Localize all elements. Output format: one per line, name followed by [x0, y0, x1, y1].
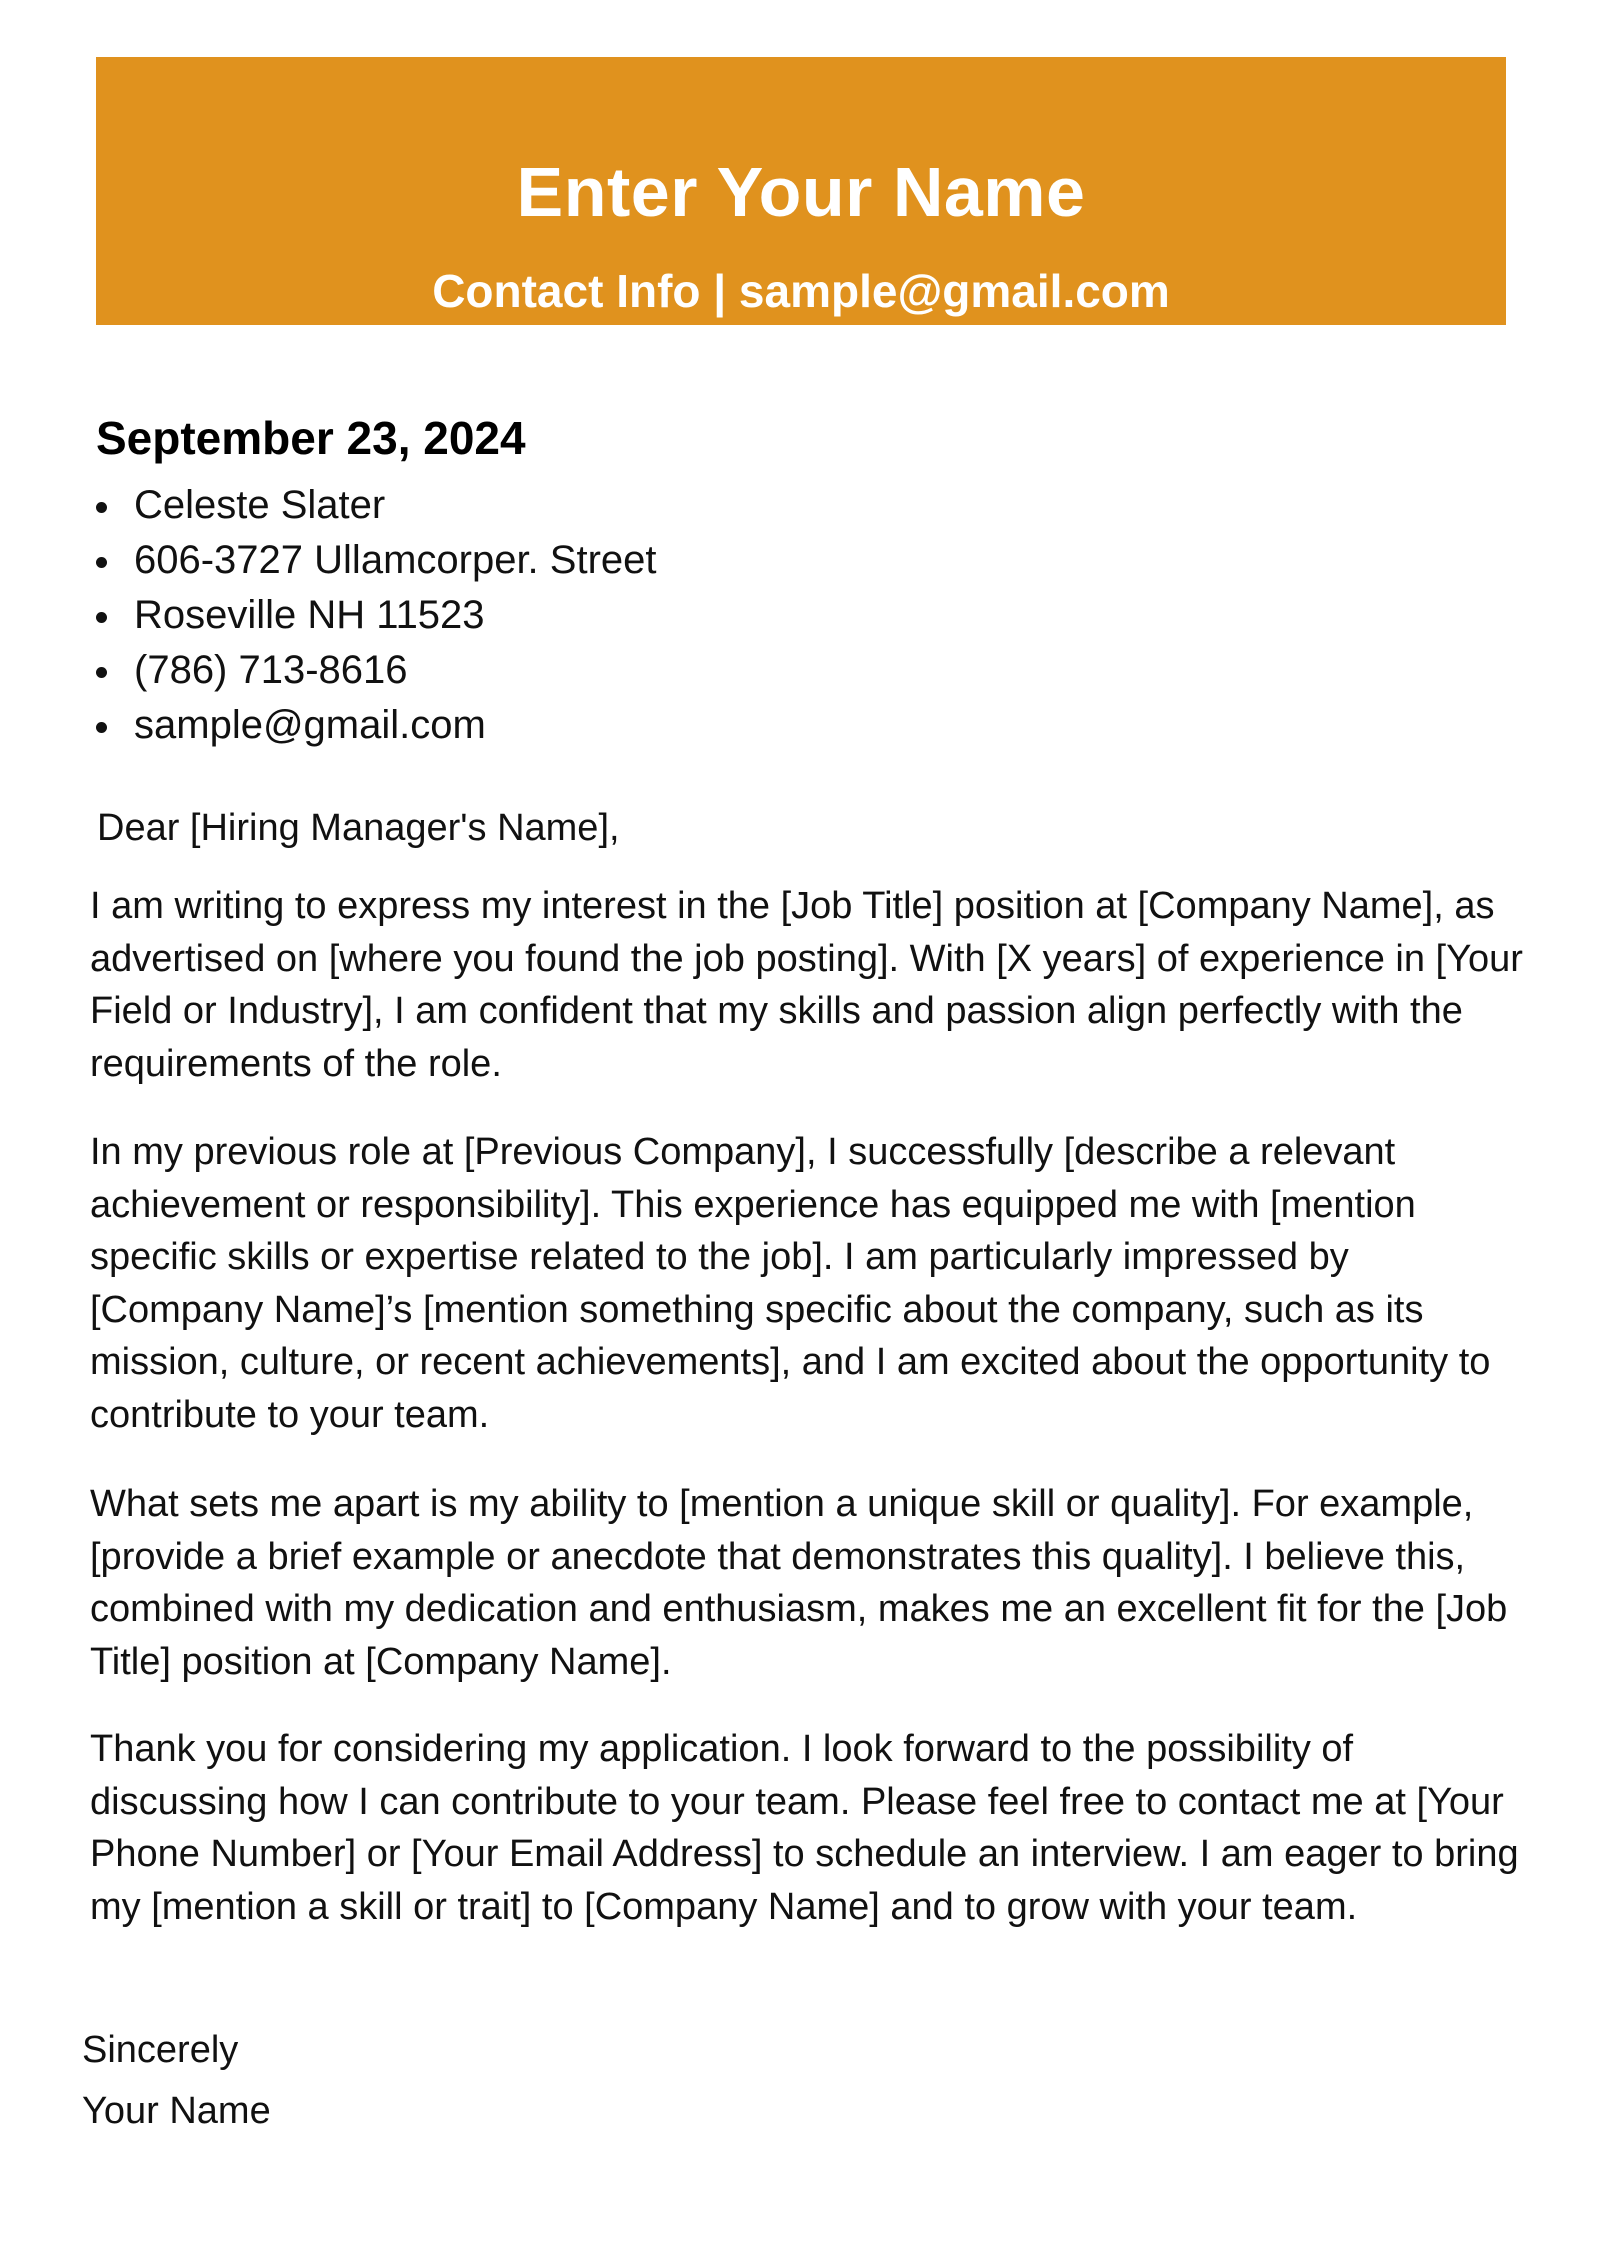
recipient-city: Roseville NH 11523: [96, 588, 657, 643]
letter-date: September 23, 2024: [96, 412, 526, 464]
body-paragraph-experience: In my previous role at [Previous Company], I successfully [describe a relevant achievement or responsibility]. This experience has equipped me with [mention specific skills or expertise related to the job]. I am particularly impressed by [Company Name]’s [mention something specific about the company, such as its mission, culture, or recent achievements], and I am excited about the opportunity to contribute to your team.: [90, 1131, 1491, 1436]
valediction: Sincerely: [82, 2029, 239, 2071]
body-paragraph-strengths: What sets me apart is my ability to [mention a unique skill or quality]. For example, [provide a brief example or anecdote that demonstrates this quality]. I believe this, combined with my dedication and enthusiasm, makes me an excellent fit for the [Job Title] position at [Company Name].: [90, 1483, 1508, 1683]
recipient-street: 606-3727 Ullamcorper. Street: [96, 533, 657, 588]
recipient-email: sample@gmail.com: [96, 698, 657, 753]
header-banner: [96, 57, 1506, 325]
applicant-name: Enter Your Name: [516, 153, 1086, 231]
recipient-phone: (786) 713-8616: [96, 643, 657, 698]
salutation: Dear [Hiring Manager's Name],: [97, 807, 620, 849]
contact-line: Contact Info | sample@gmail.com: [432, 265, 1170, 317]
recipient-address-list: [96, 478, 657, 753]
body-paragraph-intro: I am writing to express my interest in the [Job Title] position at [Company Name], as advertised on [where you found the job posting]. With [X years] of experience in [Your Field or Industry], I am confident that my skills and passion align perfectly with the requirements of the role.: [90, 885, 1523, 1085]
recipient-name: Celeste Slater: [96, 478, 657, 533]
signature-name: Your Name: [82, 2090, 271, 2132]
body-paragraph-closing: Thank you for considering my application. I look forward to the possibility of discussing how I can contribute to your team. Please feel free to contact me at [Your Phone Number] or [Your Email Address] to schedule an interview. I am eager to bring my [mention a skill or trait] to [Company Name] and to grow with your team.: [90, 1728, 1519, 1928]
